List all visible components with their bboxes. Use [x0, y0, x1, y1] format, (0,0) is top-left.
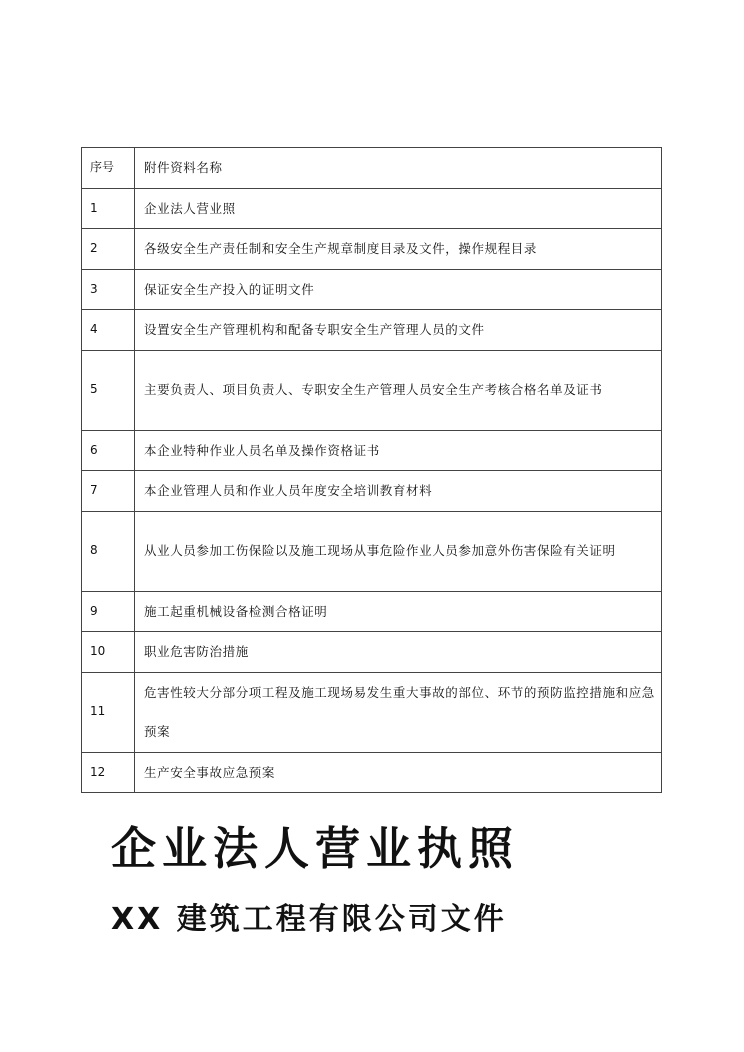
row-name: 主要负责人、项目负责人、专职安全生产管理人员安全生产考核合格名单及证书 — [135, 350, 662, 430]
row-name: 生产安全事故应急预案 — [135, 752, 662, 793]
table-row — [82, 430, 662, 471]
row-number: 10 — [82, 632, 135, 673]
table-row — [82, 672, 662, 752]
row-number: 7 — [82, 471, 135, 512]
table-header-row — [82, 148, 662, 189]
row-name: 从业人员参加工伤保险以及施工现场从事危险作业人员参加意外伤害保险有关证明 — [135, 511, 662, 591]
row-number: 3 — [82, 269, 135, 310]
row-name: 危害性较大分部分项工程及施工现场易发生重大事故的部位、环节的预防监控措施和应急预案 — [135, 672, 662, 752]
table-row — [82, 591, 662, 632]
row-number: 9 — [82, 591, 135, 632]
row-number: 2 — [82, 229, 135, 270]
row-number: 12 — [82, 752, 135, 793]
row-name: 企业法人营业照 — [135, 188, 662, 229]
table-row — [82, 310, 662, 351]
table-row — [82, 350, 662, 430]
attachment-list-table — [81, 147, 662, 793]
company-name: XX 建筑工程有限公司文件 — [111, 902, 507, 937]
header-name: 附件资料名称 — [135, 148, 662, 189]
table-row — [82, 752, 662, 793]
row-name: 保证安全生产投入的证明文件 — [135, 269, 662, 310]
row-name: 各级安全生产责任制和安全生产规章制度目录及文件，操作规程目录 — [135, 229, 662, 270]
row-number: 5 — [82, 350, 135, 430]
row-number: 1 — [82, 188, 135, 229]
row-number: 4 — [82, 310, 135, 351]
row-number: 6 — [82, 430, 135, 471]
table-row — [82, 511, 662, 591]
table-row — [82, 188, 662, 229]
row-number: 8 — [82, 511, 135, 591]
header-number: 序号 — [82, 148, 135, 189]
table-row — [82, 269, 662, 310]
table-row — [82, 229, 662, 270]
row-name: 职业危害防治措施 — [135, 632, 662, 673]
table-row — [82, 471, 662, 512]
row-name: 本企业特种作业人员名单及操作资格证书 — [135, 430, 662, 471]
row-name: 施工起重机械设备检测合格证明 — [135, 591, 662, 632]
table-row — [82, 632, 662, 673]
section-title: 企业法人营业执照 — [111, 822, 520, 875]
row-name: 设置安全生产管理机构和配备专职安全生产管理人员的文件 — [135, 310, 662, 351]
row-name: 本企业管理人员和作业人员年度安全培训教育材料 — [135, 471, 662, 512]
row-number: 11 — [82, 672, 135, 752]
